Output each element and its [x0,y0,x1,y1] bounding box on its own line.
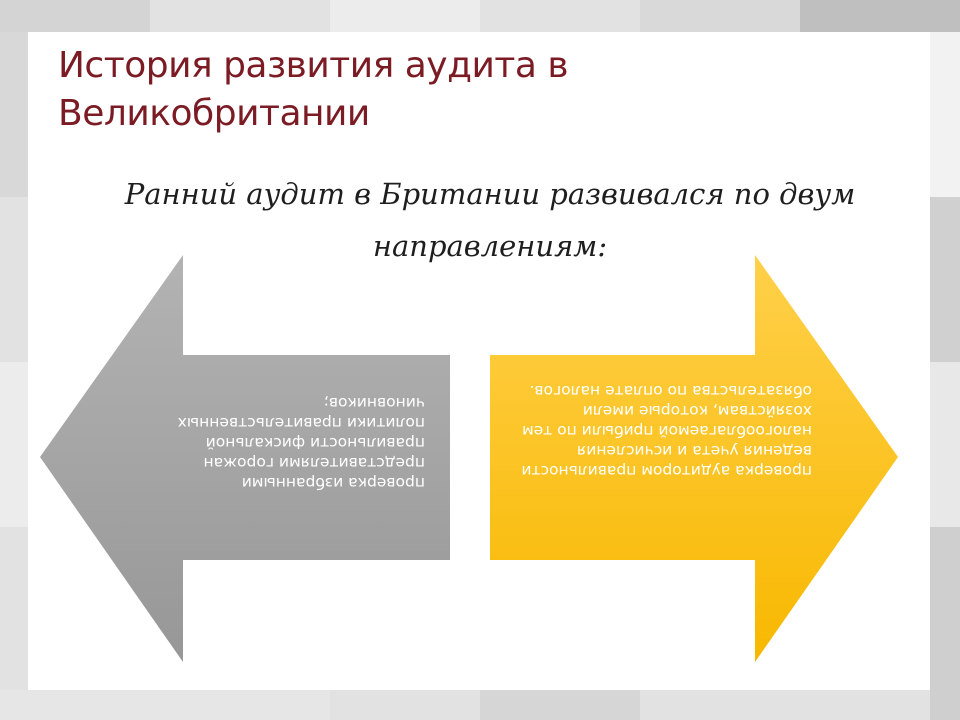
left-arrow-text: проверка избранными представителями горожан правильности фискальной политики правительственных чиновников; [177,394,425,492]
slide-title: История развития аудита в Великобритании [58,45,569,134]
right-arrow-text: проверка аудитором правильности ведения учета и исчисления налогооблагаемой прибыли по тем хозяйствам, которые имели обязательства по оплате налогов. [521,382,812,480]
slide-subtitle: Ранний аудит в Британии развивался по двум направлениям: [124,177,856,263]
